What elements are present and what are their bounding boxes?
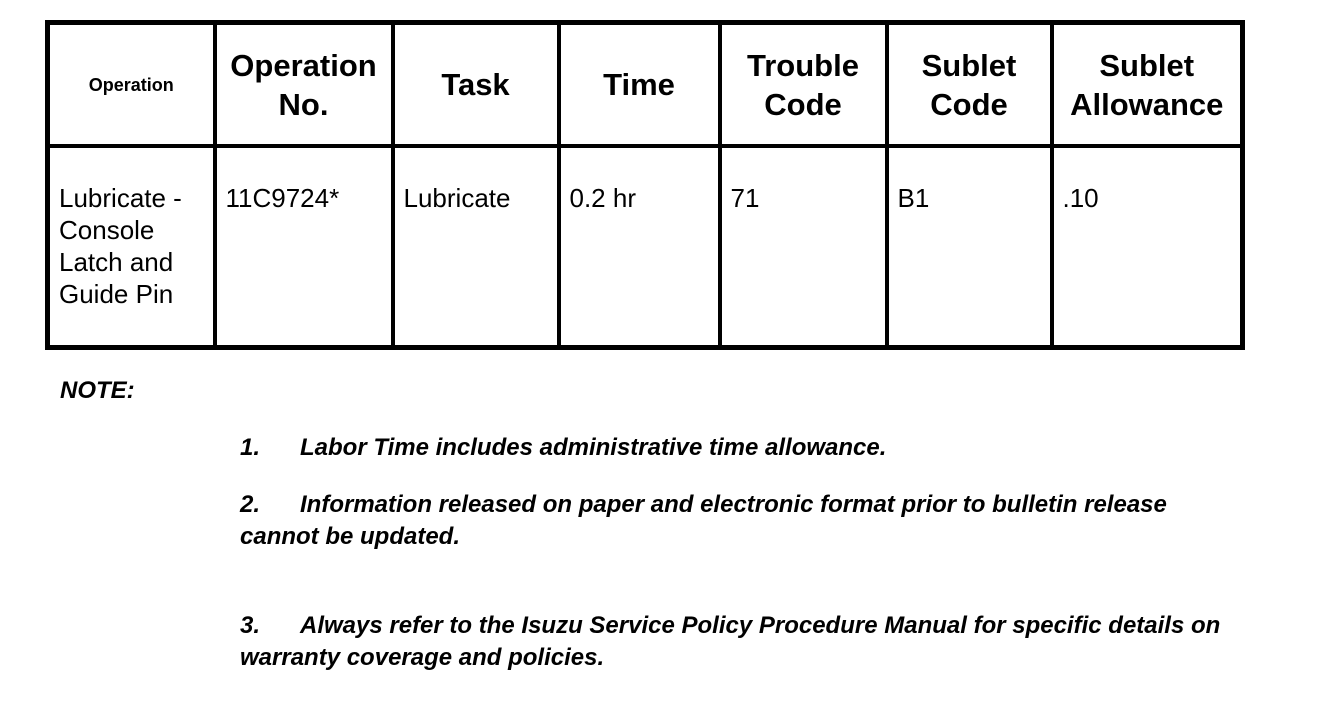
operation-line: Guide Pin <box>59 279 174 309</box>
header-sublet-code <box>887 23 1052 147</box>
cell-operation-no: 11C9724* <box>215 146 393 348</box>
header-operation-no-line2: No. <box>278 86 329 122</box>
header-sublet-code-line1: Sublet <box>921 47 1017 83</box>
table-header-row <box>48 23 1243 147</box>
header-operation-label: Operation <box>88 74 174 95</box>
cell-time: 0.2 hr <box>559 146 720 348</box>
cell-task: Lubricate <box>393 146 559 348</box>
note-text: Labor Time includes administrative time allowance. <box>300 434 887 461</box>
cell-operation <box>48 146 215 348</box>
header-operation-no-line1: Operation <box>230 47 377 83</box>
header-trouble-code-line1: Trouble <box>747 47 859 83</box>
note-text: Information released on paper and electronic format prior to bulletin release cannot be updated. <box>240 491 1167 550</box>
note-number: 3. <box>240 612 261 639</box>
cell-trouble-code: 71 <box>720 146 887 348</box>
header-time <box>559 23 720 147</box>
header-task <box>393 23 559 147</box>
header-operation-no <box>215 23 393 147</box>
header-trouble-code <box>720 23 887 147</box>
table-row <box>48 146 1243 348</box>
header-sublet-allowance-line1: Sublet <box>1099 47 1195 83</box>
note-item <box>240 489 1250 553</box>
operation-line: Lubricate - <box>59 183 182 213</box>
header-sublet-code-line2: Code <box>930 86 1008 122</box>
labor-operation-table <box>45 20 1245 350</box>
header-sublet-allowance-line2: Allowance <box>1070 86 1224 122</box>
note-item <box>240 610 1250 674</box>
operation-line: Console <box>59 215 155 245</box>
header-trouble-code-line2: Code <box>764 86 842 122</box>
note-number: 2. <box>240 491 261 518</box>
note-heading: NOTE: <box>60 377 135 404</box>
note-number: 1. <box>240 434 261 461</box>
note-text: Always refer to the Isuzu Service Policy Procedure Manual for specific details on warranty coverage and policies. <box>240 612 1221 671</box>
header-task-label: Task <box>441 67 510 102</box>
note-item <box>240 432 1250 464</box>
header-sublet-allowance <box>1052 23 1243 147</box>
cell-sublet-allowance: .10 <box>1052 146 1243 348</box>
operation-line: Latch and <box>59 247 174 277</box>
header-operation <box>48 23 215 147</box>
header-time-label: Time <box>603 67 675 102</box>
cell-sublet-code: B1 <box>887 146 1052 348</box>
